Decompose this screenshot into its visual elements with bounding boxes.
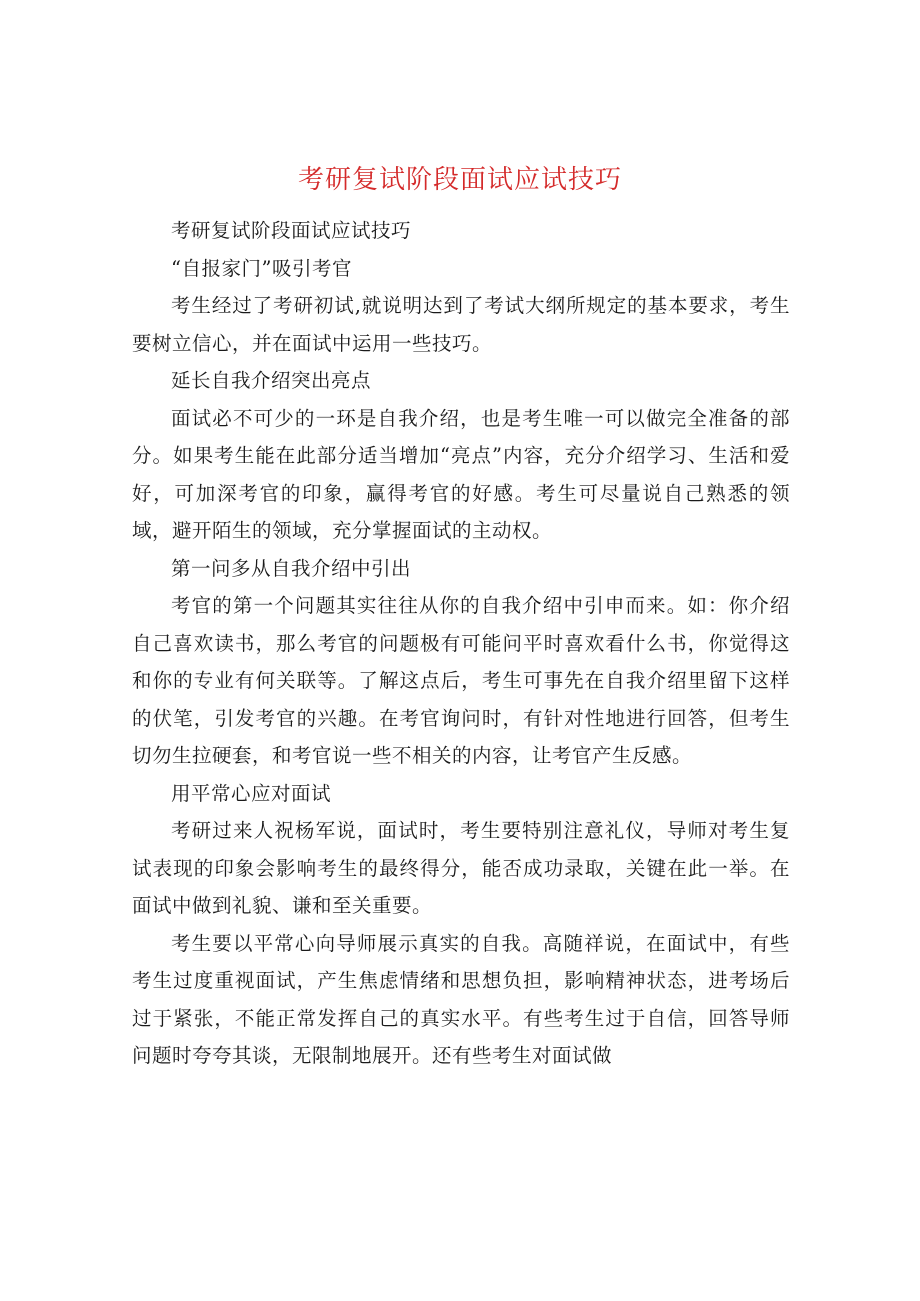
body-paragraph: 考生要以平常心向导师展示真实的自我。高随祥说，在面试中，有些考生过度重视面试，产生焦虑情绪和思想负担，影响精神状态，进考场后过于紧张，不能正常发挥自己的真实水平。有些考生过于自信，回答导师问题时夸夸其谈，无限制地展开。还有些考生对面试做	[132, 931, 790, 1067]
body-paragraph: 考官的第一个问题其实往往从你的自我介绍中引申而来。如：你介绍自己喜欢读书，那么考官的问题极有可能问平时喜欢看什么书，你觉得这和你的专业有何关联等。了解这点后，考生可事先在自我介绍里留下这样的伏笔，引发考官的兴趣。在考官询问时，有针对性地进行回答，但考生切勿生拉硬套，和考官说一些不相关的内容，让考官产生反感。	[132, 594, 790, 767]
section-heading-self-intro-attract: “自报家门”吸引考官	[171, 256, 352, 280]
document-title: 考研复试阶段面试应试技巧	[297, 165, 622, 195]
body-paragraph: 考研过来人祝杨军说，面试时，考生要特别注意礼仪，导师对考生复试表现的印象会影响考生的最终得分，能否成功录取，关键在此一举。在面试中做到礼貌、谦和至关重要。	[132, 819, 790, 917]
section-heading-calm-mind: 用平常心应对面试	[171, 781, 332, 805]
subtitle-heading: 考研复试阶段面试应试技巧	[171, 219, 412, 242]
section-heading-first-question: 第一问多从自我介绍中引出	[171, 556, 412, 580]
body-paragraph: 面试必不可少的一环是自我介绍，也是考生唯一可以做完全准备的部分。如果考生能在此部分适当增加“亮点”内容，充分介绍学习、生活和爱好，可加深考官的印象，赢得考官的好感。考生可尽量说自己熟悉的领域，避开陌生的领域，充分掌握面试的主动权。	[132, 406, 790, 542]
body-paragraph: 考生经过了考研初试,就说明达到了考试大纲所规定的基本要求，考生要树立信心，并在面试中运用一些技巧。	[132, 294, 790, 355]
document-body	[132, 212, 790, 1075]
section-heading-extend-intro: 延长自我介绍突出亮点	[171, 369, 372, 392]
